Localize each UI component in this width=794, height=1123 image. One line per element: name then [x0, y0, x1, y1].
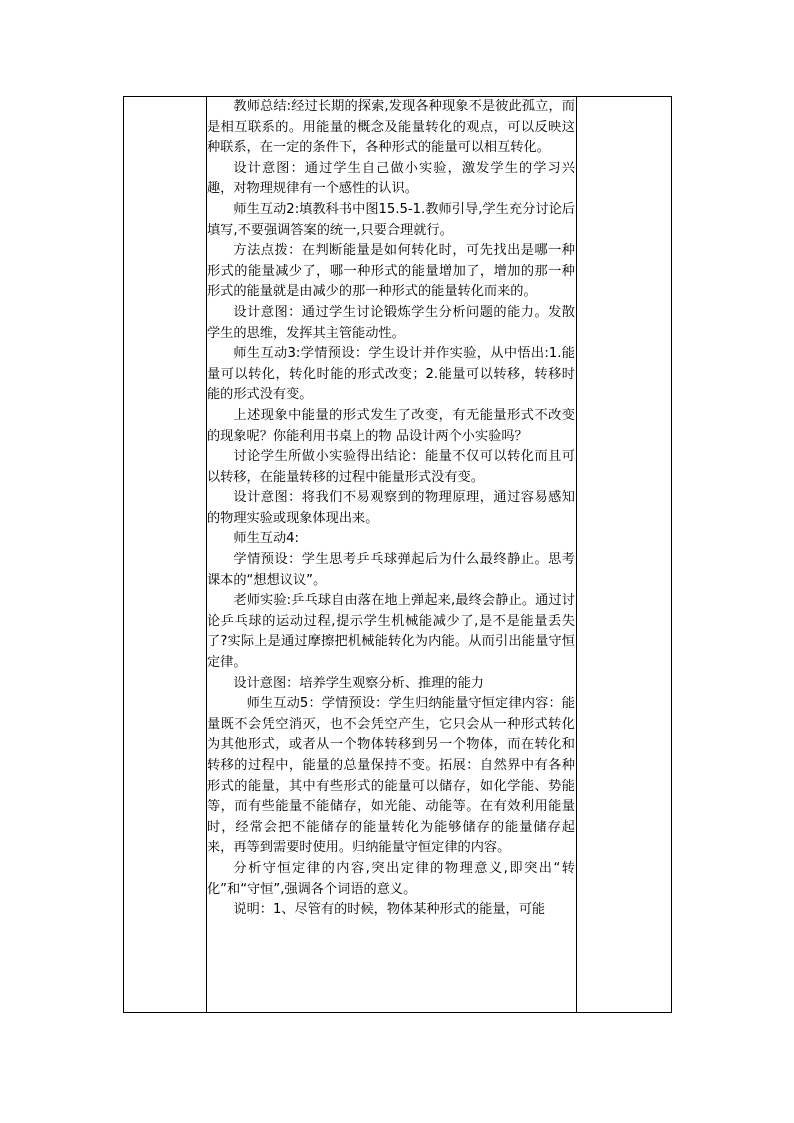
design-intent-1: 设计意图：通过学生自己做小实验，激发学生的学习兴趣，对物理规律有一个感性的认识。	[207, 160, 575, 197]
discussion-conclusion: 讨论学生所做小实验得出结论：能量不仅可以转化而且可以转移，在能量转移的过程中能量形式没有变。	[207, 449, 575, 485]
conservation-analysis: 分析守恒定律的内容,突出定律的物理意义,即突出“转化”和“守恒”,强调各个词语的意义。	[207, 860, 575, 897]
question-paragraph: 上述现象中能量的形式发生了改变，有无能量形式不改变的现象呢？你能利用书桌上的物 品设计两个小实验吗？	[207, 407, 575, 444]
explanation: 说明：1、尽管有的时候，物体某种形式的能量，可能	[233, 902, 546, 918]
method-tip: 方法点拨：在判断能量是如何转化时，可先找出是哪一种形式的能量减少了，哪一种形式的能量增加了，增加的那一种形式的能量就是由减少的那一种形式的能量转化而来的。	[207, 243, 575, 300]
interaction-5: 师生互动5：学情预设：学生归纳能量守恒定律内容：能量既不会凭空消灭，也不会凭空产生，它只会从一种形式转化为其他形式，或者从一个物体转移到另一个物体，而在转化和转移的过程中，能量的总量保持不变。拓展：自然界中有各种形式的能量，其中有些形式的能量可以储存，如化学能、势能等，而有些能量不能储存，如光能、动能等。在有效利用能量时，经常会把不能储存的能量转化为能够储存的能量储存起来，再等到需要时使用。归纳能量守恒定律的内容。	[207, 696, 575, 856]
learning-preset: 学情预设：学生思考乒乓球弹起后为什么最终静止。思考课本的“想想议议”。	[207, 552, 575, 588]
interaction-3: 师生互动3:学情预设：学生设计并作实验，从中悟出:1.能量可以转化，转化时能的形式改变；2.能量可以转移，转移时能的形式没有变。	[207, 346, 575, 403]
design-intent-3: 设计意图：将我们不易观察到的物理原理，通过容易感知的物理实验或现象体现出来。	[207, 490, 575, 526]
interaction-4-heading: 师生互动4:	[233, 531, 299, 547]
design-intent-4: 设计意图：培养学生观察分析、推理的能力	[233, 675, 484, 691]
lesson-content	[207, 97, 575, 921]
teacher-summary: 教师总结:经过长期的探索,发现各种现象不是彼此孤立，而是相互联系的。用能量的概念及能量转化的观点，可以反映这种联系，在一定的条件下，各种形式的能量可以相互转化。	[207, 99, 575, 156]
teacher-experiment: 老师实验:乒乓球自由落在地上弹起来,最终会静止。通过讨论乒乓球的运动过程,提示学生机械能减少了,是不是能量丢失了?实际上是通过摩擦把机械能转化为内能。从而引出能量守恒定律。	[207, 593, 575, 671]
design-intent-2: 设计意图：通过学生讨论锻炼学生分析问题的能力。发散学生的思维，发挥其主管能动性。	[207, 304, 575, 341]
column-divider-right	[576, 97, 577, 1012]
interaction-2: 师生互动2:填教科书中图15.5-1.教师引导,学生充分讨论后填写,不要强调答案的统一,只要合理就行。	[207, 201, 575, 238]
